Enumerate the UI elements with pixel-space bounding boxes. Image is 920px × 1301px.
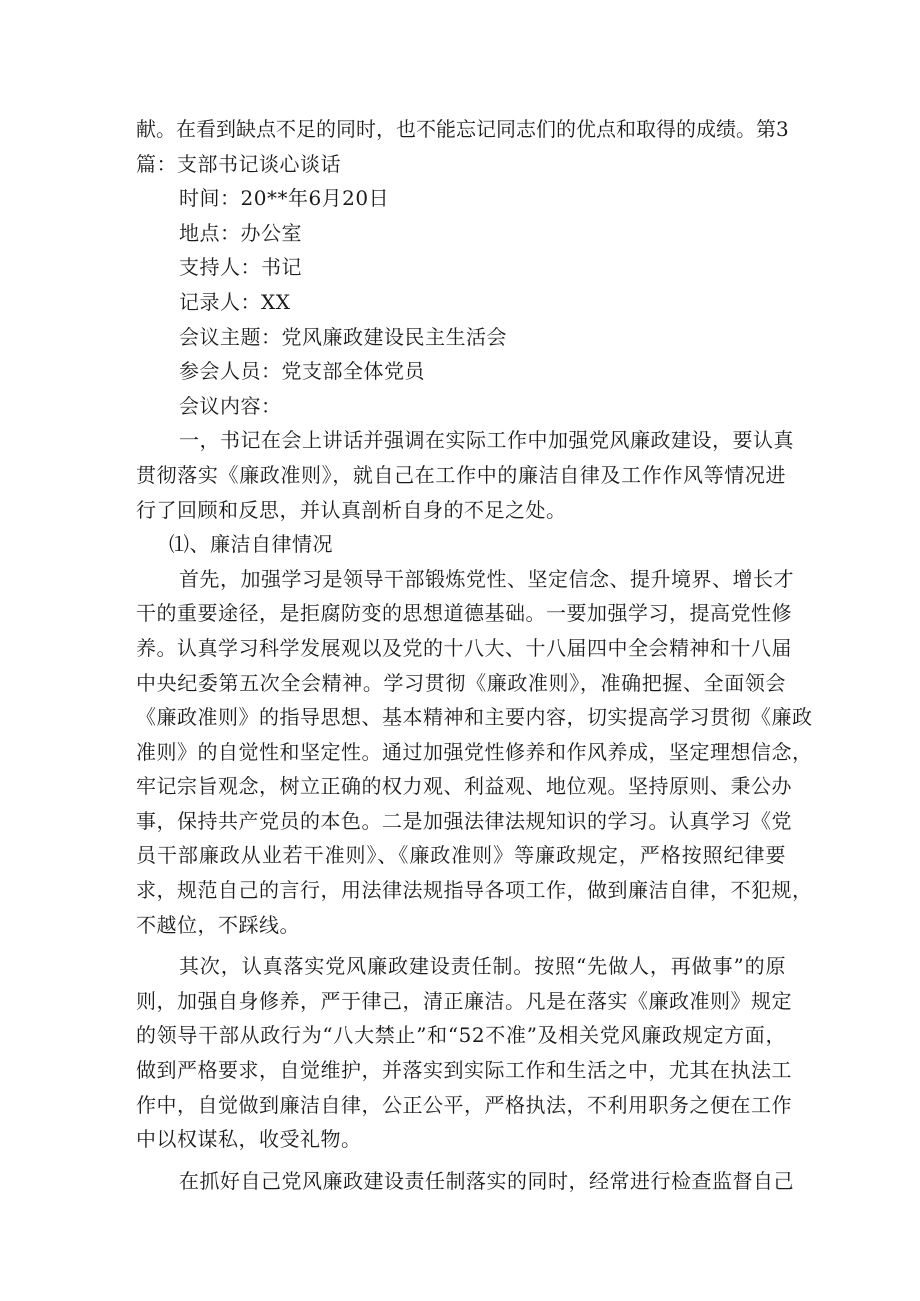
text-line: 求，规范自己的言行，用法律法规指导各项工作，做到廉洁自律，不犯规， xyxy=(136,878,813,903)
text-line: 贯彻落实《廉政准则》，就自己在工作中的廉洁自律及工作作风等情况进 xyxy=(136,462,786,487)
text-line: 献。在看到缺点不足的同时，也不能忘记同志们的优点和取得的成绩。第3 xyxy=(136,117,789,141)
text-line: 行了回顾和反思，并认真剖析自身的不足之处。 xyxy=(136,497,567,522)
text-line: 则，加强自身修养，严于律己，清正廉洁。凡是在落实《廉政准则》规定 xyxy=(136,988,792,1013)
meeting-recorder: 记录人：XX xyxy=(179,289,291,314)
document-page xyxy=(136,112,813,1198)
text-line: 中以权谋私，收受礼物。 xyxy=(136,1127,362,1152)
text-line: 作中，自觉做到廉洁自律，公正公平，严格执法，不利用职务之便在工作 xyxy=(136,1092,792,1117)
meeting-location: 地点：办公室 xyxy=(179,220,302,245)
text-line: 事，保持共产党员的本色。二是加强法律法规知识的学习。认真学习《党 xyxy=(136,808,792,833)
text-line: 牢记宗旨观念，树立正确的权力观、利益观、地位观。坚持原则、秉公办 xyxy=(136,774,792,799)
text-line: 一，书记在会上讲话并强调在实际工作中加强党风廉政建设，要认真 xyxy=(179,428,794,453)
meeting-attendees: 参会人员：党支部全体党员 xyxy=(179,359,425,384)
section-heading: ⑴、廉洁自律情况 xyxy=(169,532,333,557)
text-line: 准则》的自觉性和坚定性。通过加强党性修养和作风养成，坚定理想信念， xyxy=(136,739,813,764)
text-line: 干的重要途径，是拒腐防变的思想道德基础。一要加强学习，提高党性修 xyxy=(136,601,792,626)
text-line: 不越位，不踩线。 xyxy=(136,912,300,937)
text-line: 的领导干部从政行为“八大禁止”和“52不准”及相关党风廉政规定方面， xyxy=(136,1023,786,1048)
text-line: 做到严格要求，自觉维护，并落实到实际工作和生活之中，尤其在执法工 xyxy=(136,1058,792,1083)
text-line: 中央纪委第五次全会精神。学习贯彻《廉政准则》，准确把握、全面领会 xyxy=(136,670,786,695)
text-line: 养。认真学习科学发展观以及党的十八大、十八届四中全会精神和十八届 xyxy=(136,635,792,660)
text-line: 员干部廉政从业若干准则》、《廉政准则》等廉政规定，严格按照纪律要 xyxy=(136,843,786,868)
meeting-content-heading: 会议内容： xyxy=(179,393,282,418)
meeting-host: 支持人：书记 xyxy=(179,255,302,280)
text-line: 篇：支部书记谈心谈话 xyxy=(136,151,341,176)
text-line: 《廉政准则》的指导思想、基本精神和主要内容，切实提高学习贯彻《廉政 xyxy=(136,705,813,730)
meeting-time: 时间：20**年6月20日 xyxy=(179,186,390,211)
text-line: 其次，认真落实党风廉政建设责任制。按照“先做人，再做事”的原 xyxy=(179,954,786,979)
meeting-topic: 会议主题：党风廉政建设民主生活会 xyxy=(179,324,507,349)
text-line: 在抓好自己党风廉政建设责任制落实的同时，经常进行检查监督自己 xyxy=(179,1168,794,1193)
text-line: 首先，加强学习是领导干部锻炼党性、坚定信念、提升境界、增长才 xyxy=(179,566,794,591)
